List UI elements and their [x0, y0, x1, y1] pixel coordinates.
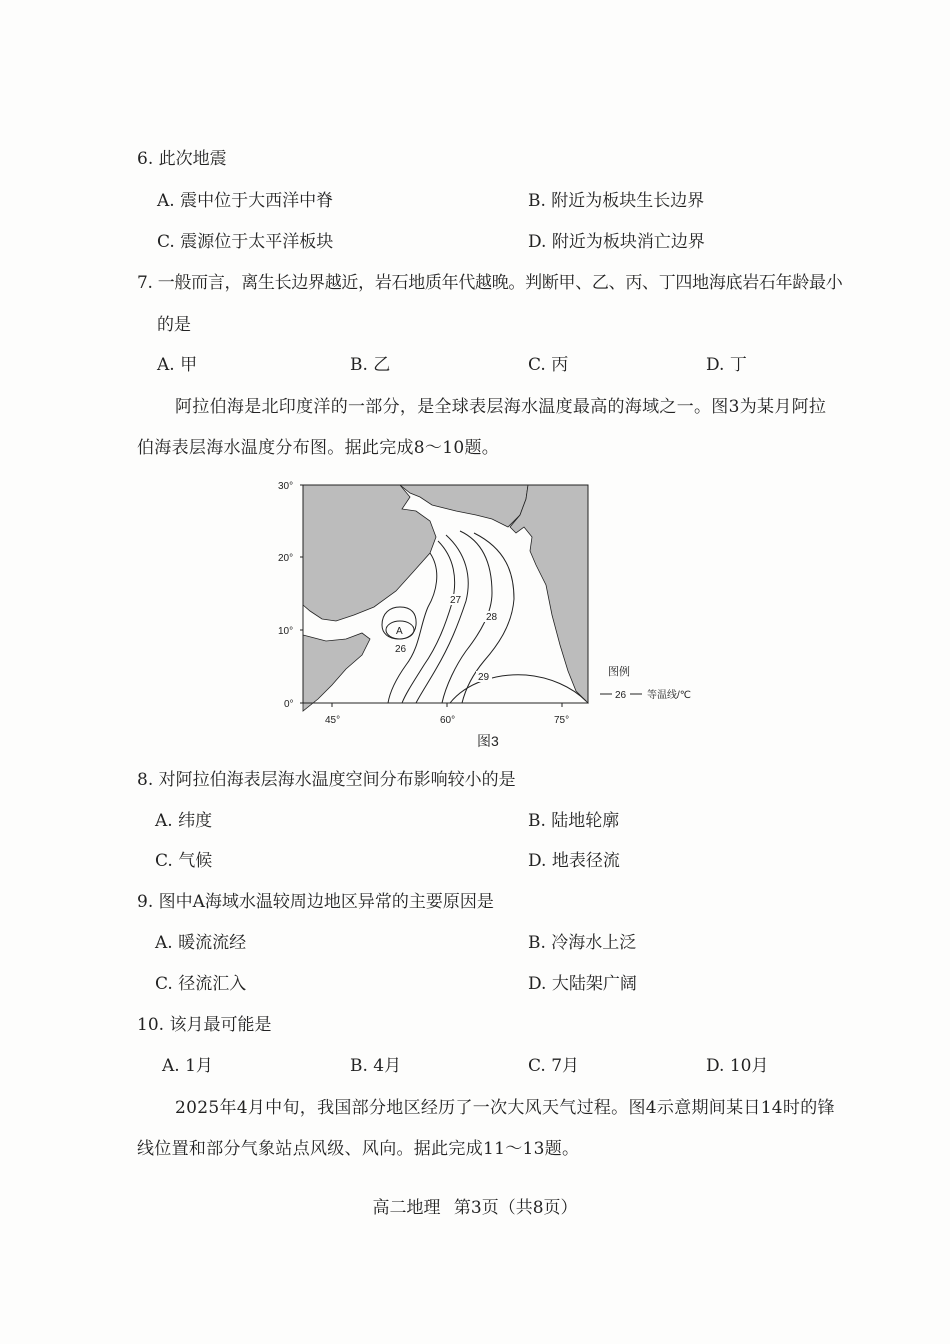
y-tick-10: 10° [278, 626, 294, 637]
q6-option-c: C. 震源位于太平洋板块 [157, 232, 334, 252]
page-footer [0, 1193, 950, 1218]
legend-text: 等温线/℃ [647, 690, 692, 701]
q7-option-a: A. 甲 [157, 355, 198, 375]
intro-8-10-line2: 伯海表层海水温度分布图。据此完成8～10题。 [137, 438, 500, 458]
q10-stem: 10. 该月最可能是 [137, 1015, 272, 1035]
isotherm-label-27: 27 [450, 595, 462, 606]
intro-11-13-line1: 2025年4月中旬，我国部分地区经历了一次大风天气过程。图4示意期间某日14时的锋 [175, 1098, 835, 1118]
q10-option-b: B. 4月 [350, 1056, 402, 1076]
q10-option-d: D. 10月 [706, 1056, 769, 1076]
land-africa-horn [303, 633, 370, 711]
q8-option-a: A. 纬度 [155, 811, 213, 831]
q9-option-c: C. 径流汇入 [155, 974, 247, 994]
isotherm-29 [450, 675, 586, 703]
q10-option-c: C. 7月 [528, 1056, 580, 1076]
y-tick-0: 0° [284, 699, 294, 710]
q6-stem: 6. 此次地震 [137, 149, 227, 169]
q8-option-d: D. 地表径流 [528, 851, 620, 871]
footer-subject: 高二地理 [372, 1198, 441, 1218]
q6-option-a: A. 震中位于大西洋中脊 [157, 191, 334, 211]
isotherm-label-29: 29 [478, 672, 490, 683]
land-arabia [303, 485, 436, 621]
q7-option-d: D. 丁 [706, 355, 747, 375]
footer-page-number: 第3页（共8页） [453, 1198, 578, 1218]
x-tick-75: 75° [554, 715, 570, 726]
x-tick-45: 45° [325, 715, 341, 726]
legend-title: 图例 [608, 666, 630, 678]
q10-option-a: A. 1月 [162, 1056, 213, 1076]
isotherm-label-28: 28 [486, 612, 498, 623]
q6-option-b: B. 附近为板块生长边界 [528, 191, 705, 211]
y-tick-20: 20° [278, 553, 294, 564]
q9-stem: 9. 图中A海域水温较周边地区异常的主要原因是 [137, 892, 494, 912]
q6-option-d: D. 附近为板块消亡边界 [528, 232, 705, 252]
point-a-label: A [396, 626, 403, 637]
intro-8-10-line1: 阿拉伯海是北印度洋的一部分，是全球表层海水温度最高的海域之一。图3为某月阿拉 [175, 397, 827, 417]
x-tick-60: 60° [440, 715, 456, 726]
q9-option-d: D. 大陆架广阔 [528, 974, 637, 994]
q9-option-a: A. 暖流流经 [155, 933, 247, 953]
intro-11-13-line2: 线位置和部分气象站点风级、风向。据此完成11～13题。 [137, 1139, 580, 1159]
y-tick-30: 30° [278, 481, 294, 492]
q7-stem-line2: 的是 [157, 315, 191, 335]
legend-sample: 26 [615, 690, 627, 701]
q8-stem: 8. 对阿拉伯海表层海水温度空间分布影响较小的是 [137, 770, 516, 790]
q9-option-b: B. 冷海水上泛 [528, 933, 637, 953]
figure3-caption: 图3 [477, 733, 499, 749]
figure3-sea-temperature-map [270, 475, 710, 760]
q8-option-b: B. 陆地轮廓 [528, 811, 620, 831]
q8-option-c: C. 气候 [155, 851, 213, 871]
q7-option-c: C. 丙 [528, 355, 569, 375]
q7-stem-line1: 7. 一般而言，离生长边界越近，岩石地质年代越晚。判断甲、乙、丙、丁四地海底岩石年龄最小 [137, 273, 843, 293]
isotherm-label-26: 26 [395, 644, 407, 655]
q7-option-b: B. 乙 [350, 355, 391, 375]
land-india [510, 485, 588, 703]
